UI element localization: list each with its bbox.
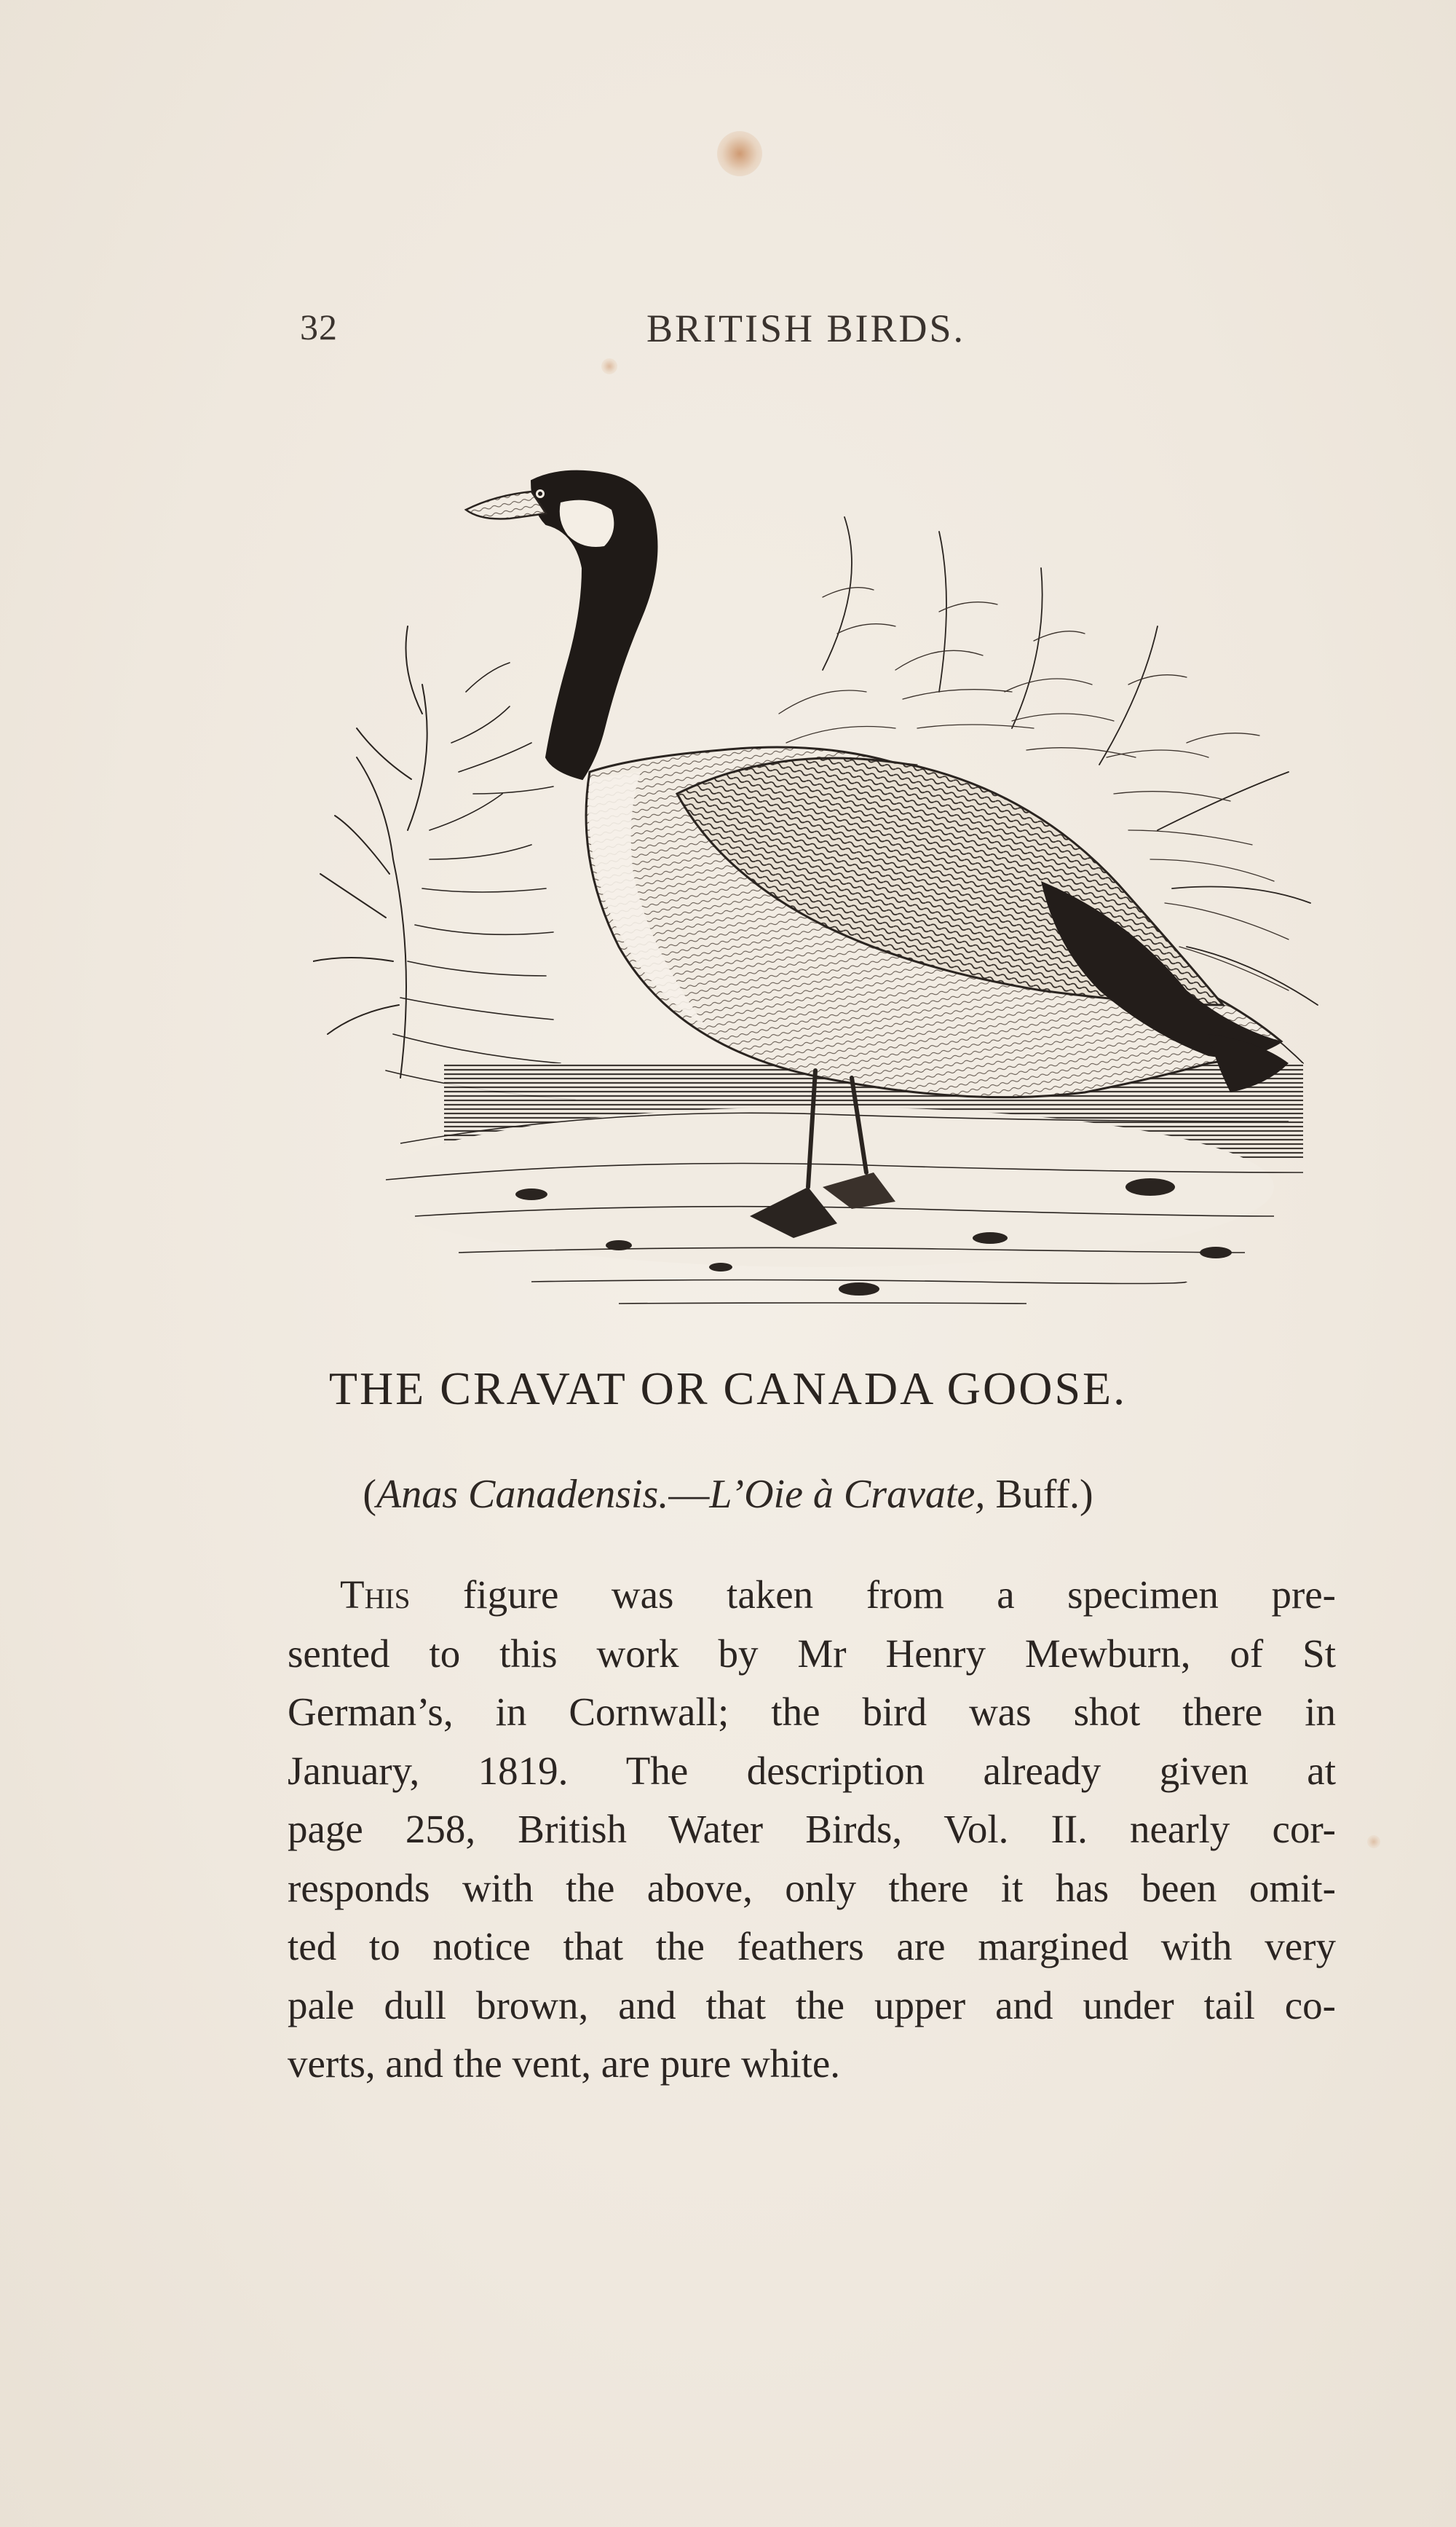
foxing-stain [1367, 1835, 1380, 1848]
french-name: L’Oie à Cravate, [709, 1472, 986, 1517]
body-line: responds with the above, only there it has been omit- [288, 1865, 1336, 1910]
body-line: page 258, British Water Birds, Vol. II. nearly cor- [288, 1807, 1336, 1851]
synonym-dash: — [668, 1472, 710, 1517]
synonym-open-paren: ( [363, 1472, 376, 1517]
scientific-synonym [0, 1471, 1456, 1518]
body-line: ted to notice that the feathers are margined with very [288, 1924, 1336, 1968]
synonym-authority: Buff.) [985, 1472, 1093, 1517]
fern-left-icon [313, 626, 427, 1078]
body-paragraph [288, 1566, 1336, 2094]
running-title: BRITISH BIRDS. [646, 307, 966, 350]
body-line: German’s, in Cornwall; the bird was shot there in [288, 1690, 1336, 1734]
body-line: sented to this work by Mr Henry Mewburn, of St [288, 1631, 1336, 1676]
page-number: 32 [300, 307, 338, 347]
body-line: January, 1819. The description already given at [288, 1748, 1336, 1793]
latin-name: Anas Canadensis. [376, 1472, 669, 1517]
body-line [288, 1566, 1336, 1625]
goose-head-icon [466, 471, 657, 779]
body-line: verts, and the vent, are pure white. [288, 2041, 841, 2086]
running-head [291, 299, 1354, 350]
foxing-stain [601, 358, 617, 374]
body-first-word: This [340, 1572, 411, 1617]
body-line: pale dull brown, and that the upper and under tail co- [288, 1982, 1336, 2027]
goose-engraving-icon [313, 452, 1332, 1311]
body-line-text: figure was taken from a specimen pre- [410, 1572, 1336, 1617]
foxing-stain [717, 131, 762, 176]
article-heading: THE CRAVAT OR CANADA GOOSE. [328, 1363, 1128, 1414]
